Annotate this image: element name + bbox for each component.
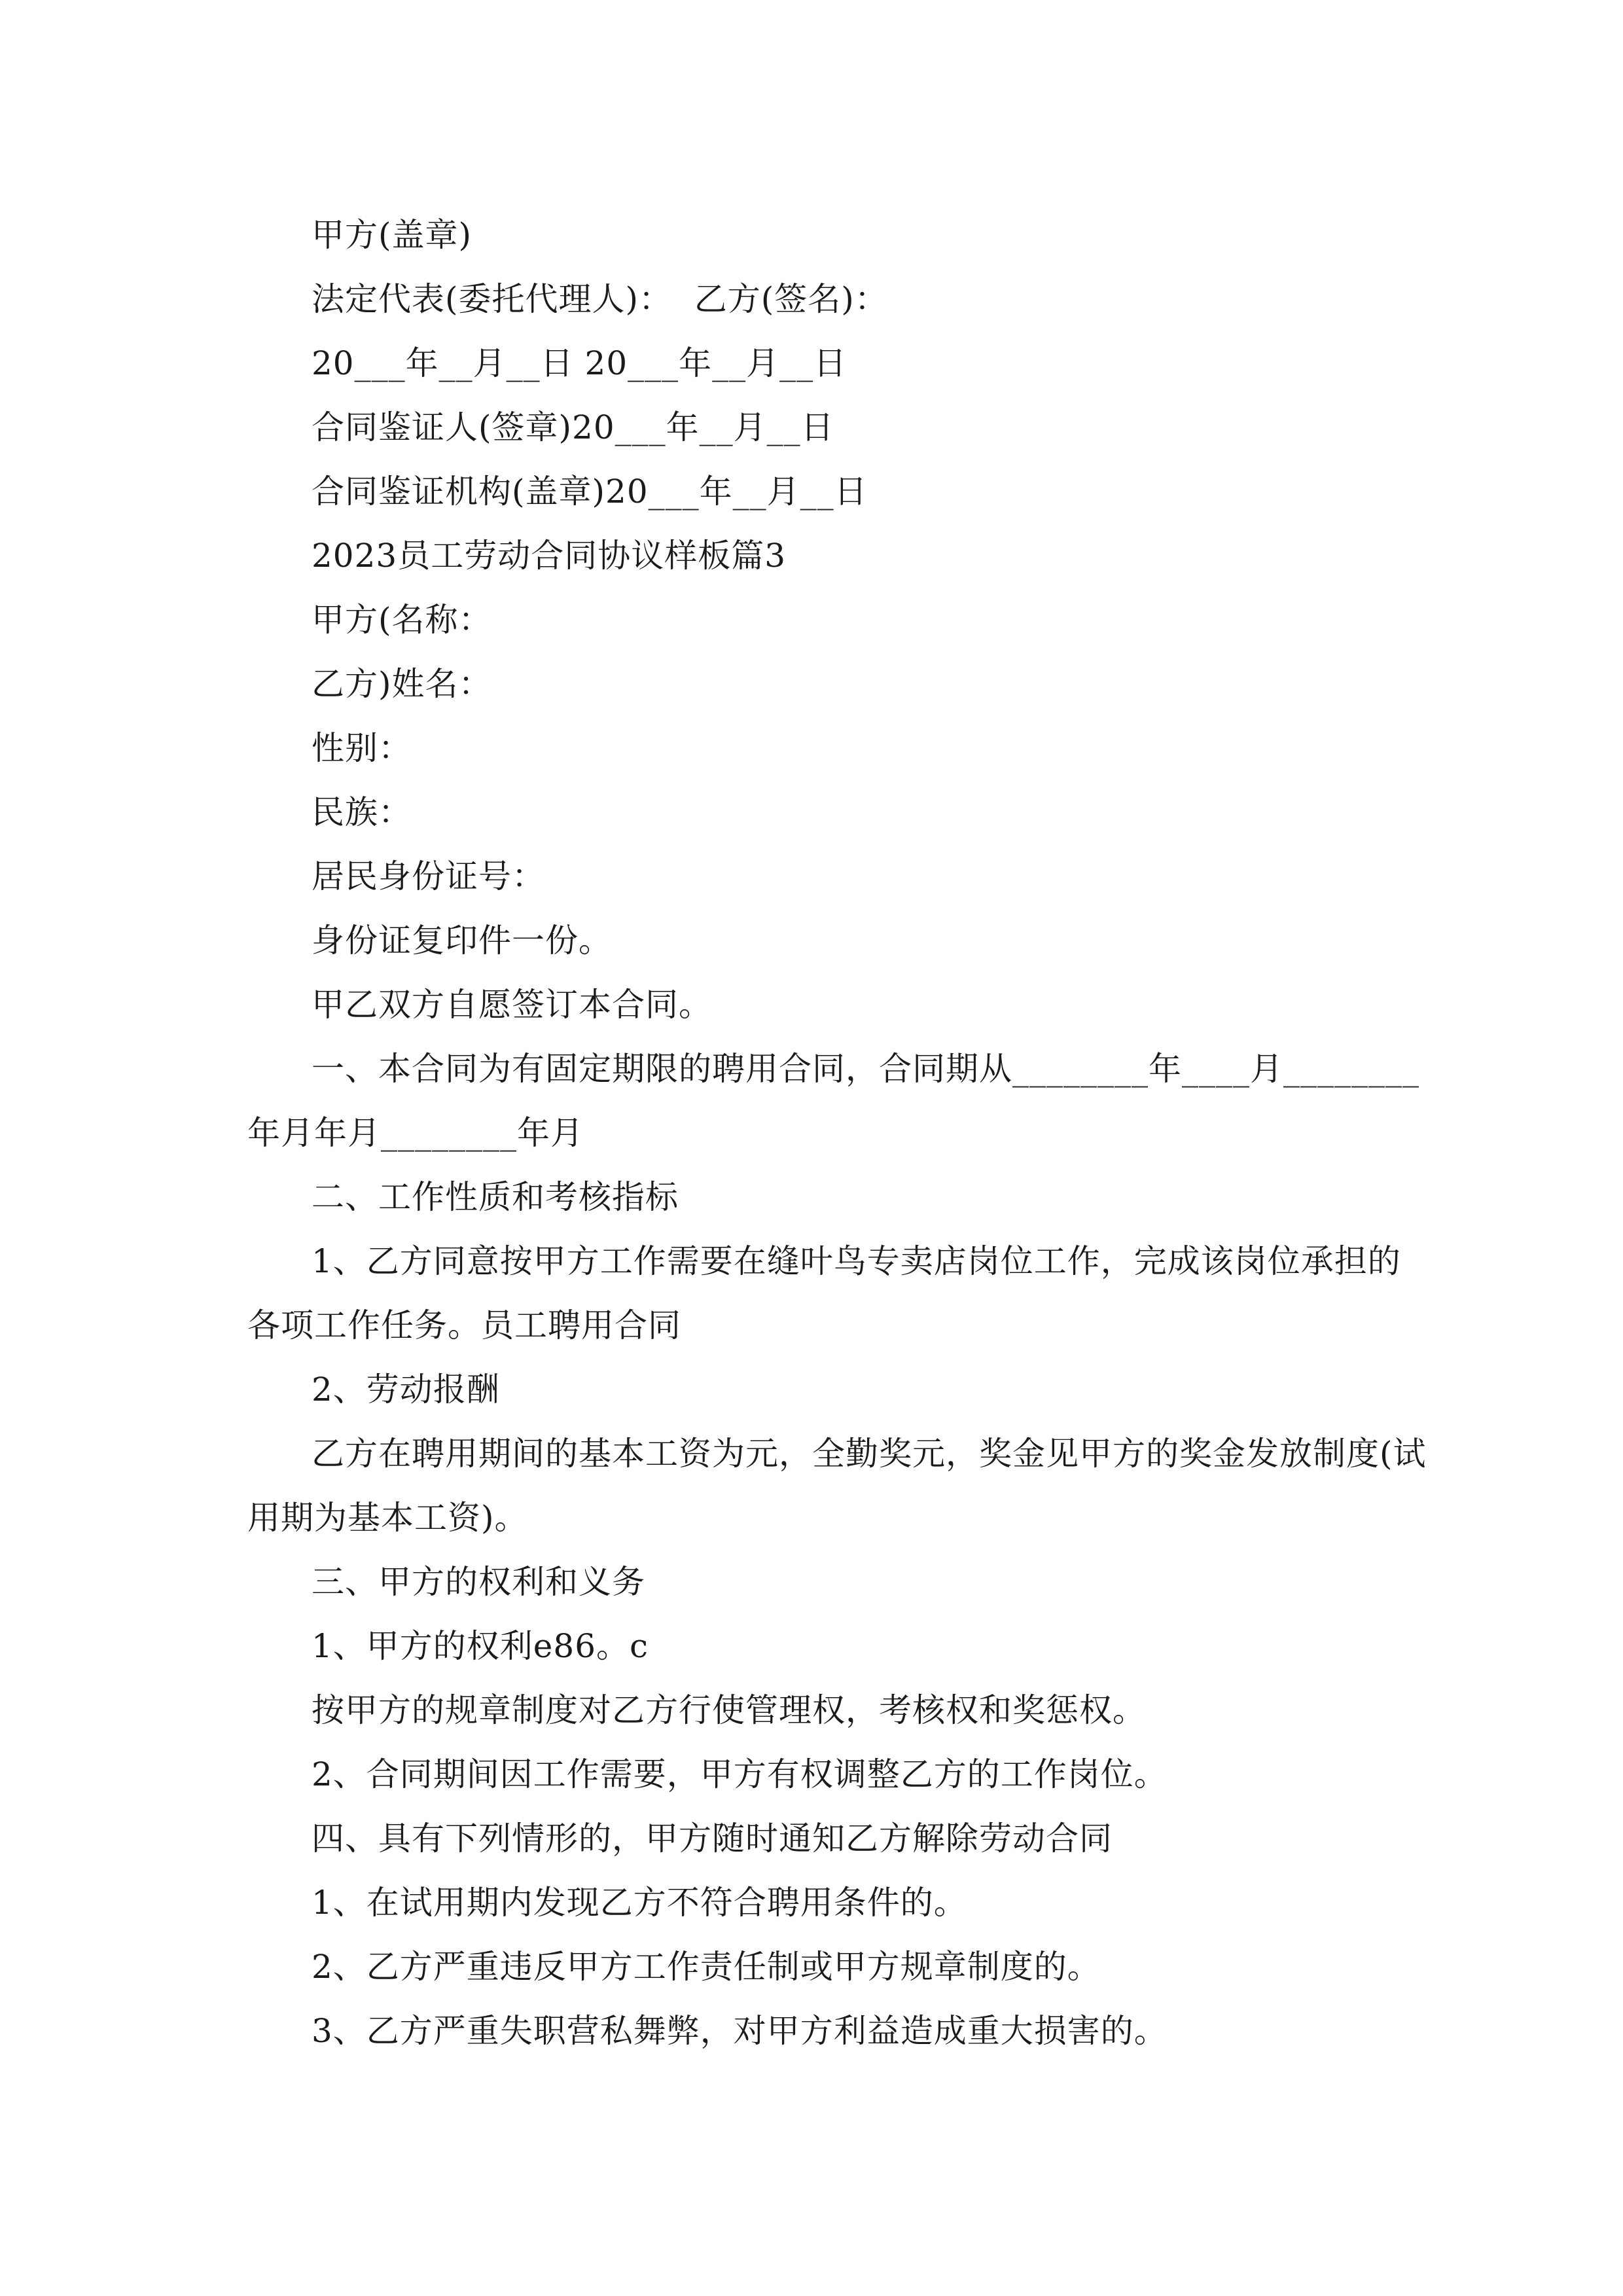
item-three-two-text: 2、合同期间因工作需要，甲方有权调整乙方的工作岗位。 — [312, 1755, 1168, 1793]
id-copy-line: 身份证复印件一份。 — [312, 922, 612, 960]
item-two-one-line-1: 1、乙方同意按甲方工作需要在缝叶鸟专卖店岗位工作，完成该岗位承担的 — [312, 1242, 1401, 1280]
clause-one-line-2: 年月年月________年月 — [247, 1114, 584, 1152]
item-two-two-heading: 2、劳动报酬 — [312, 1371, 500, 1408]
section-heading: 2023员工劳动合同协议样板篇3 — [312, 537, 787, 575]
item-two-one-line-2: 各项工作任务。员工聘用合同 — [247, 1306, 681, 1344]
clause-one-line-1: 一、本合同为有固定期限的聘用合同，合同期从________年____月________ — [312, 1050, 1419, 1088]
contract-witness-agency-line: 合同鉴证机构(盖章)20___年__月__日 — [312, 473, 868, 511]
date-line: 20___年__月__日 20___年__月__日 — [312, 344, 847, 382]
section-two-heading: 二、工作性质和考核指标 — [312, 1178, 679, 1216]
pay-paragraph — [247, 1422, 1427, 1550]
section-four-heading: 四、具有下列情形的，甲方随时通知乙方解除劳动合同 — [312, 1820, 1113, 1857]
legal-representative-line: 法定代表(委托代理人)： 乙方(签名)： — [312, 280, 888, 318]
pay-line-1: 乙方在聘用期间的基本工资为元，全勤奖元，奖金见甲方的奖金发放制度(试 — [312, 1435, 1427, 1473]
item-three-one-heading: 1、甲方的权利e86。c — [312, 1627, 649, 1665]
gender-line: 性别： — [312, 729, 412, 767]
item-four-three-text: 3、乙方严重失职营私舞弊，对甲方利益造成重大损害的。 — [312, 2012, 1168, 2050]
item-two-one-paragraph — [247, 1229, 1401, 1357]
document-body — [247, 203, 1427, 2063]
item-four-two-text: 2、乙方严重违反甲方工作责任制或甲方规章制度的。 — [312, 1948, 1101, 1986]
party-b-name-line: 乙方)姓名： — [312, 665, 492, 703]
contract-witness-line: 合同鉴证人(签章)20___年__月__日 — [312, 408, 834, 446]
party-a-name-line: 甲方(名称： — [312, 601, 492, 639]
voluntary-sign-line: 甲乙双方自愿签订本合同。 — [312, 986, 712, 1024]
item-four-one-text: 1、在试用期内发现乙方不符合聘用条件的。 — [312, 1884, 967, 1922]
ethnicity-line: 民族： — [312, 793, 412, 831]
section-three-heading: 三、甲方的权利和义务 — [312, 1563, 645, 1601]
item-three-one-text: 按甲方的规章制度对乙方行使管理权，考核权和奖惩权。 — [312, 1691, 1146, 1729]
id-number-line: 居民身份证号： — [312, 857, 545, 895]
party-a-seal-line: 甲方(盖章) — [312, 216, 473, 254]
pay-line-2: 用期为基本工资)。 — [247, 1499, 528, 1537]
clause-one-paragraph — [247, 1037, 1419, 1165]
